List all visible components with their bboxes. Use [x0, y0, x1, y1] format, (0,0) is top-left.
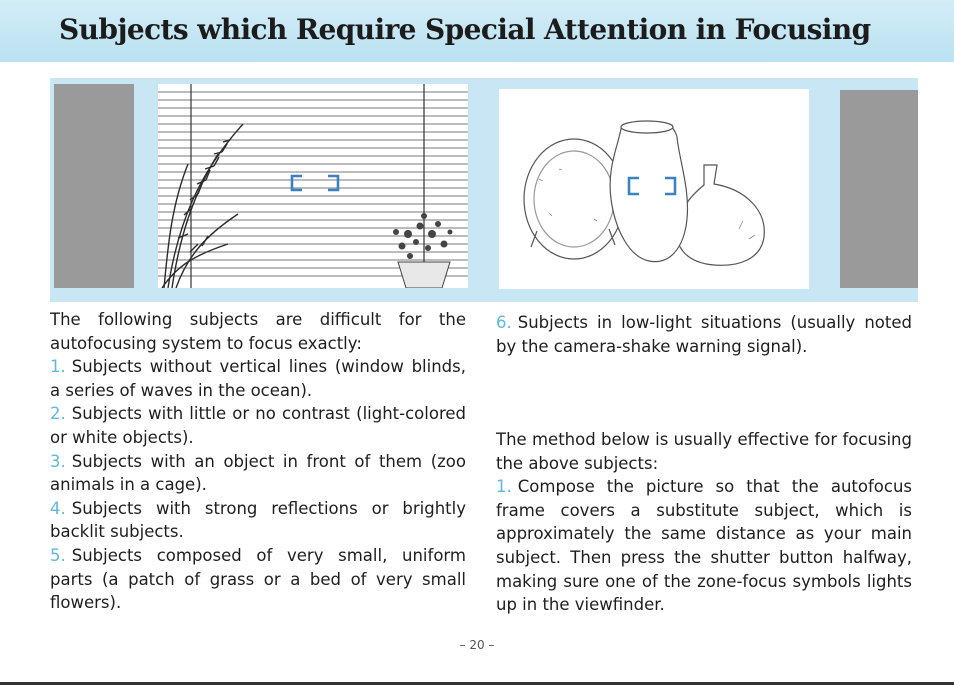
item-text: Subjects composed of very small, uniform parts (a patch of grass or a bed of very small flowers). — [50, 545, 466, 613]
right-text-item6 — [496, 311, 912, 358]
illustration-blinds — [158, 84, 468, 288]
list-item — [50, 402, 466, 449]
item-text: Subjects with little or no contrast (light-colored or white objects). — [50, 404, 466, 447]
item-text: Subjects in low-light situations (usually noted by the camera-shake warning signal). — [496, 313, 912, 356]
list-item — [496, 311, 912, 358]
page-title: Subjects which Require Special Attention in Focusing — [59, 13, 871, 46]
illustration-vases — [499, 89, 809, 289]
method-intro: The method below is usually effective for focusing the above subjects: — [496, 430, 912, 473]
item-text: Compose the picture so that the autofocus frame covers a substitute subject, which is approximately the same distance as your main subject. Then press the shutter button halfway, making sure one of the zone-focus symbols lights up in the viewfinder. — [496, 477, 912, 615]
bottom-rule — [0, 682, 954, 685]
right-text-method — [496, 428, 912, 617]
list-item — [496, 475, 912, 617]
item-number: 2. — [50, 404, 66, 424]
list-item — [50, 355, 466, 402]
intro-paragraph: The following subjects are difficult for the autofocusing system to focus exactly: — [50, 310, 466, 353]
item-number: 4. — [50, 498, 66, 518]
gray-block-left — [54, 84, 134, 288]
focus-frame-icon — [286, 173, 344, 193]
list-item — [50, 497, 466, 544]
list-item — [50, 544, 466, 615]
gray-block-right — [840, 90, 918, 288]
left-text-column — [50, 308, 466, 615]
item-number: 1. — [50, 357, 66, 377]
item-text: Subjects with an object in front of them (zoo animals in a cage). — [50, 451, 466, 495]
focus-frame-icon — [623, 175, 681, 197]
page-number: – 20 – — [459, 638, 495, 652]
item-number: 5. — [50, 545, 66, 565]
item-number: 6. — [496, 313, 512, 332]
item-number: 3. — [50, 451, 66, 471]
item-text: Subjects with strong reflections or brightly backlit subjects. — [50, 498, 466, 542]
item-number: 1. — [496, 477, 512, 497]
list-item — [50, 450, 466, 497]
item-text: Subjects without vertical lines (window blinds, a series of waves in the ocean). — [50, 357, 466, 400]
